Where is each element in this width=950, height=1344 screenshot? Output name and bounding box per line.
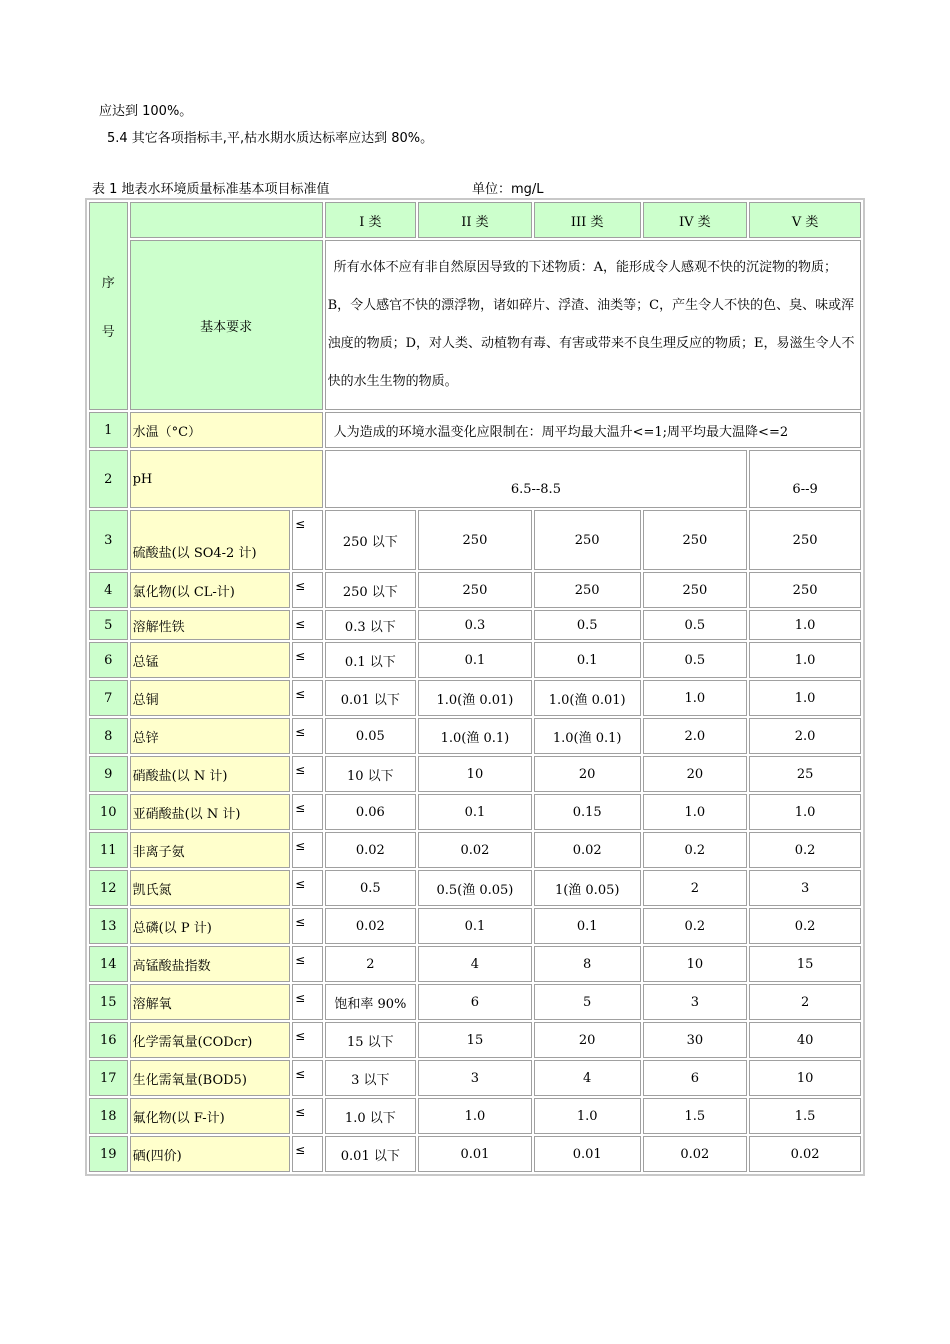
class-value-1: 15 以下 xyxy=(325,1022,416,1058)
comparison-operator: ≤ xyxy=(292,718,322,754)
parameter-name: 总磷(以 P 计) xyxy=(130,908,291,944)
class-value-4: 250 xyxy=(643,572,748,608)
table-row xyxy=(89,610,861,640)
class-value-1: 0.01 以下 xyxy=(325,680,416,716)
class-value-1: 10 以下 xyxy=(325,756,416,792)
table-row xyxy=(89,718,861,754)
comparison-operator: ≤ xyxy=(292,756,322,792)
class-header-5: V 类 xyxy=(749,202,861,238)
class-value-5: 0.2 xyxy=(749,832,861,868)
class-value-2: 0.3 xyxy=(418,610,532,640)
class-value-4: 1.0 xyxy=(643,794,748,830)
class-value-4: 250 xyxy=(643,510,748,570)
parameter-name: pH xyxy=(130,450,323,508)
table-row xyxy=(89,412,861,448)
parameter-name: 硝酸盐(以 N 计) xyxy=(130,756,291,792)
class-value-1: 0.1 以下 xyxy=(325,642,416,678)
class-value-4: 10 xyxy=(643,946,748,982)
water-quality-standard-table xyxy=(85,198,865,1176)
basic-requirement-label: 基本要求 xyxy=(130,240,323,410)
table-row xyxy=(89,832,861,868)
parameter-name: 亚硝酸盐(以 N 计) xyxy=(130,794,291,830)
header-blank xyxy=(130,202,323,238)
comparison-operator: ≤ xyxy=(292,1136,322,1172)
parameter-name: 溶解性铁 xyxy=(130,610,291,640)
intro-line-2: 5.4 其它各项指标丰,平,枯水期水质达标率应达到 80%。 xyxy=(107,131,434,146)
table-row xyxy=(89,1136,861,1172)
row-number: 10 xyxy=(89,794,128,830)
row-number: 14 xyxy=(89,946,128,982)
table-row xyxy=(89,908,861,944)
parameter-name: 总锌 xyxy=(130,718,291,754)
class-value-2: 1.0 xyxy=(418,1098,532,1134)
parameter-name: 溶解氧 xyxy=(130,984,291,1020)
class-value-5: 250 xyxy=(749,510,861,570)
class-value-3: 1.0 xyxy=(534,1098,641,1134)
class-value-2: 4 xyxy=(418,946,532,982)
class-value-2: 3 xyxy=(418,1060,532,1096)
parameter-name: 氟化物(以 F-计) xyxy=(130,1098,291,1134)
comparison-operator: ≤ xyxy=(292,1060,322,1096)
class-value-5: 40 xyxy=(749,1022,861,1058)
class-value-5: 25 xyxy=(749,756,861,792)
comparison-operator: ≤ xyxy=(292,680,322,716)
comparison-operator: ≤ xyxy=(292,510,322,570)
table-row xyxy=(89,1098,861,1134)
row-number: 18 xyxy=(89,1098,128,1134)
class-value-2: 1.0(渔 0.1) xyxy=(418,718,532,754)
class-value-5: 1.5 xyxy=(749,1098,861,1134)
row-number: 19 xyxy=(89,1136,128,1172)
class-value-5: 1.0 xyxy=(749,680,861,716)
class-value-1: 250 以下 xyxy=(325,572,416,608)
class-value-1: 0.02 xyxy=(325,908,416,944)
seq-label-bottom: 号 xyxy=(101,325,115,340)
row-number: 11 xyxy=(89,832,128,868)
class-value-1: 饱和率 90% xyxy=(325,984,416,1020)
class-value-4: 30 xyxy=(643,1022,748,1058)
table-row xyxy=(89,870,861,906)
row-number: 15 xyxy=(89,984,128,1020)
class-value-4: 2 xyxy=(643,870,748,906)
class-value-1: 0.5 xyxy=(325,870,416,906)
class-value-4: 20 xyxy=(643,756,748,792)
row-number: 3 xyxy=(89,510,128,570)
class-value-3: 250 xyxy=(534,510,641,570)
class-value-5: 0.02 xyxy=(749,1136,861,1172)
table-row xyxy=(89,756,861,792)
class-value-2: 6 xyxy=(418,984,532,1020)
parameter-name: 总铜 xyxy=(130,680,291,716)
row-number: 9 xyxy=(89,756,128,792)
table-title: 表 1 地表水环境质量标准基本项目标准值 xyxy=(92,182,330,197)
table-row xyxy=(89,946,861,982)
water-temperature-rule: 人为造成的环境水温变化应限制在：周平均最大温升<=1;周平均最大温降<=2 xyxy=(325,412,861,448)
class-value-2: 0.5(渔 0.05) xyxy=(418,870,532,906)
class-value-3: 20 xyxy=(534,756,641,792)
class-value-5: 15 xyxy=(749,946,861,982)
row-number: 13 xyxy=(89,908,128,944)
row-number: 1 xyxy=(89,412,128,448)
class-value-3: 4 xyxy=(534,1060,641,1096)
class-header-1: I 类 xyxy=(325,202,416,238)
class-value-3: 0.01 xyxy=(534,1136,641,1172)
ph-range-i-iv: 6.5--8.5 xyxy=(325,450,748,508)
class-value-2: 1.0(渔 0.01) xyxy=(418,680,532,716)
ph-range-v: 6--9 xyxy=(749,450,861,508)
class-value-1: 3 以下 xyxy=(325,1060,416,1096)
class-value-4: 3 xyxy=(643,984,748,1020)
class-value-4: 0.5 xyxy=(643,610,748,640)
basic-requirement-row xyxy=(89,240,861,410)
class-value-4: 1.0 xyxy=(643,680,748,716)
table-row xyxy=(89,450,861,508)
class-value-5: 2.0 xyxy=(749,718,861,754)
row-number: 16 xyxy=(89,1022,128,1058)
intro-line-1: 应达到 100%。 xyxy=(99,104,193,119)
table-row xyxy=(89,984,861,1020)
class-value-2: 250 xyxy=(418,572,532,608)
class-value-5: 0.2 xyxy=(749,908,861,944)
class-value-2: 0.1 xyxy=(418,794,532,830)
class-value-3: 20 xyxy=(534,1022,641,1058)
class-value-3: 1(渔 0.05) xyxy=(534,870,641,906)
comparison-operator: ≤ xyxy=(292,1022,322,1058)
parameter-name: 总锰 xyxy=(130,642,291,678)
seq-header xyxy=(89,202,128,410)
class-value-4: 2.0 xyxy=(643,718,748,754)
class-value-3: 250 xyxy=(534,572,641,608)
class-value-3: 1.0(渔 0.01) xyxy=(534,680,641,716)
row-number: 17 xyxy=(89,1060,128,1096)
parameter-name: 凯氏氮 xyxy=(130,870,291,906)
class-value-1: 2 xyxy=(325,946,416,982)
comparison-operator: ≤ xyxy=(292,870,322,906)
class-value-4: 0.5 xyxy=(643,642,748,678)
class-value-5: 1.0 xyxy=(749,642,861,678)
table-row xyxy=(89,510,861,570)
comparison-operator: ≤ xyxy=(292,572,322,608)
parameter-name: 硫酸盐(以 SO4-2 计) xyxy=(130,510,291,570)
class-value-1: 0.01 以下 xyxy=(325,1136,416,1172)
class-value-2: 0.02 xyxy=(418,832,532,868)
table-caption xyxy=(92,178,544,197)
class-header-4: IV 类 xyxy=(643,202,748,238)
row-number: 8 xyxy=(89,718,128,754)
class-value-3: 0.5 xyxy=(534,610,641,640)
parameter-name: 非离子氨 xyxy=(130,832,291,868)
table-row xyxy=(89,572,861,608)
seq-label-top: 序 xyxy=(101,276,115,291)
class-value-4: 0.02 xyxy=(643,1136,748,1172)
class-value-1: 1.0 以下 xyxy=(325,1098,416,1134)
parameter-name: 高锰酸盐指数 xyxy=(130,946,291,982)
table-row xyxy=(89,642,861,678)
parameter-name: 化学需氧量(CODcr) xyxy=(130,1022,291,1058)
class-value-1: 0.02 xyxy=(325,832,416,868)
class-value-5: 10 xyxy=(749,1060,861,1096)
class-value-5: 1.0 xyxy=(749,610,861,640)
class-value-1: 0.3 以下 xyxy=(325,610,416,640)
class-value-4: 0.2 xyxy=(643,832,748,868)
basic-requirement-text: 所有水体不应有非自然原因导致的下述物质：A，能形成令人感观不快的沉淀物的物质；B，令人感官不快的漂浮物，诸如碎片、浮渣、油类等；C，产生令人不快的色、臭、味或浑浊度的物质；D，对人类、动植物有毒、有害或带来不良生理反应的物质；E，易滋生令人不快的水生生物的物质。 xyxy=(325,240,861,410)
class-value-3: 0.1 xyxy=(534,908,641,944)
comparison-operator: ≤ xyxy=(292,794,322,830)
table-unit: 单位：mg/L xyxy=(472,182,544,197)
comparison-operator: ≤ xyxy=(292,832,322,868)
comparison-operator: ≤ xyxy=(292,610,322,640)
table-row xyxy=(89,680,861,716)
parameter-name: 水温（°C） xyxy=(130,412,323,448)
class-header-2: II 类 xyxy=(418,202,532,238)
class-value-5: 250 xyxy=(749,572,861,608)
parameter-name: 氯化物(以 CL-计) xyxy=(130,572,291,608)
comparison-operator: ≤ xyxy=(292,946,322,982)
class-value-4: 1.5 xyxy=(643,1098,748,1134)
comparison-operator: ≤ xyxy=(292,642,322,678)
row-number: 6 xyxy=(89,642,128,678)
class-value-1: 0.05 xyxy=(325,718,416,754)
class-value-2: 10 xyxy=(418,756,532,792)
class-value-2: 250 xyxy=(418,510,532,570)
class-value-5: 1.0 xyxy=(749,794,861,830)
parameter-name: 硒(四价) xyxy=(130,1136,291,1172)
class-value-2: 15 xyxy=(418,1022,532,1058)
class-value-1: 0.06 xyxy=(325,794,416,830)
table-row xyxy=(89,1060,861,1096)
class-value-3: 0.15 xyxy=(534,794,641,830)
comparison-operator: ≤ xyxy=(292,908,322,944)
class-value-3: 0.02 xyxy=(534,832,641,868)
class-value-2: 0.01 xyxy=(418,1136,532,1172)
class-value-5: 3 xyxy=(749,870,861,906)
class-value-5: 2 xyxy=(749,984,861,1020)
parameter-name: 生化需氧量(BOD5) xyxy=(130,1060,291,1096)
table-row xyxy=(89,794,861,830)
class-value-3: 1.0(渔 0.1) xyxy=(534,718,641,754)
comparison-operator: ≤ xyxy=(292,1098,322,1134)
row-number: 2 xyxy=(89,450,128,508)
class-header-3: III 类 xyxy=(534,202,641,238)
row-number: 7 xyxy=(89,680,128,716)
class-header-row xyxy=(89,202,861,238)
class-value-4: 6 xyxy=(643,1060,748,1096)
row-number: 12 xyxy=(89,870,128,906)
class-value-4: 0.2 xyxy=(643,908,748,944)
class-value-3: 8 xyxy=(534,946,641,982)
table-row xyxy=(89,1022,861,1058)
class-value-3: 0.1 xyxy=(534,642,641,678)
class-value-2: 0.1 xyxy=(418,642,532,678)
row-number: 4 xyxy=(89,572,128,608)
class-value-3: 5 xyxy=(534,984,641,1020)
row-number: 5 xyxy=(89,610,128,640)
comparison-operator: ≤ xyxy=(292,984,322,1020)
class-value-2: 0.1 xyxy=(418,908,532,944)
class-value-1: 250 以下 xyxy=(325,510,416,570)
